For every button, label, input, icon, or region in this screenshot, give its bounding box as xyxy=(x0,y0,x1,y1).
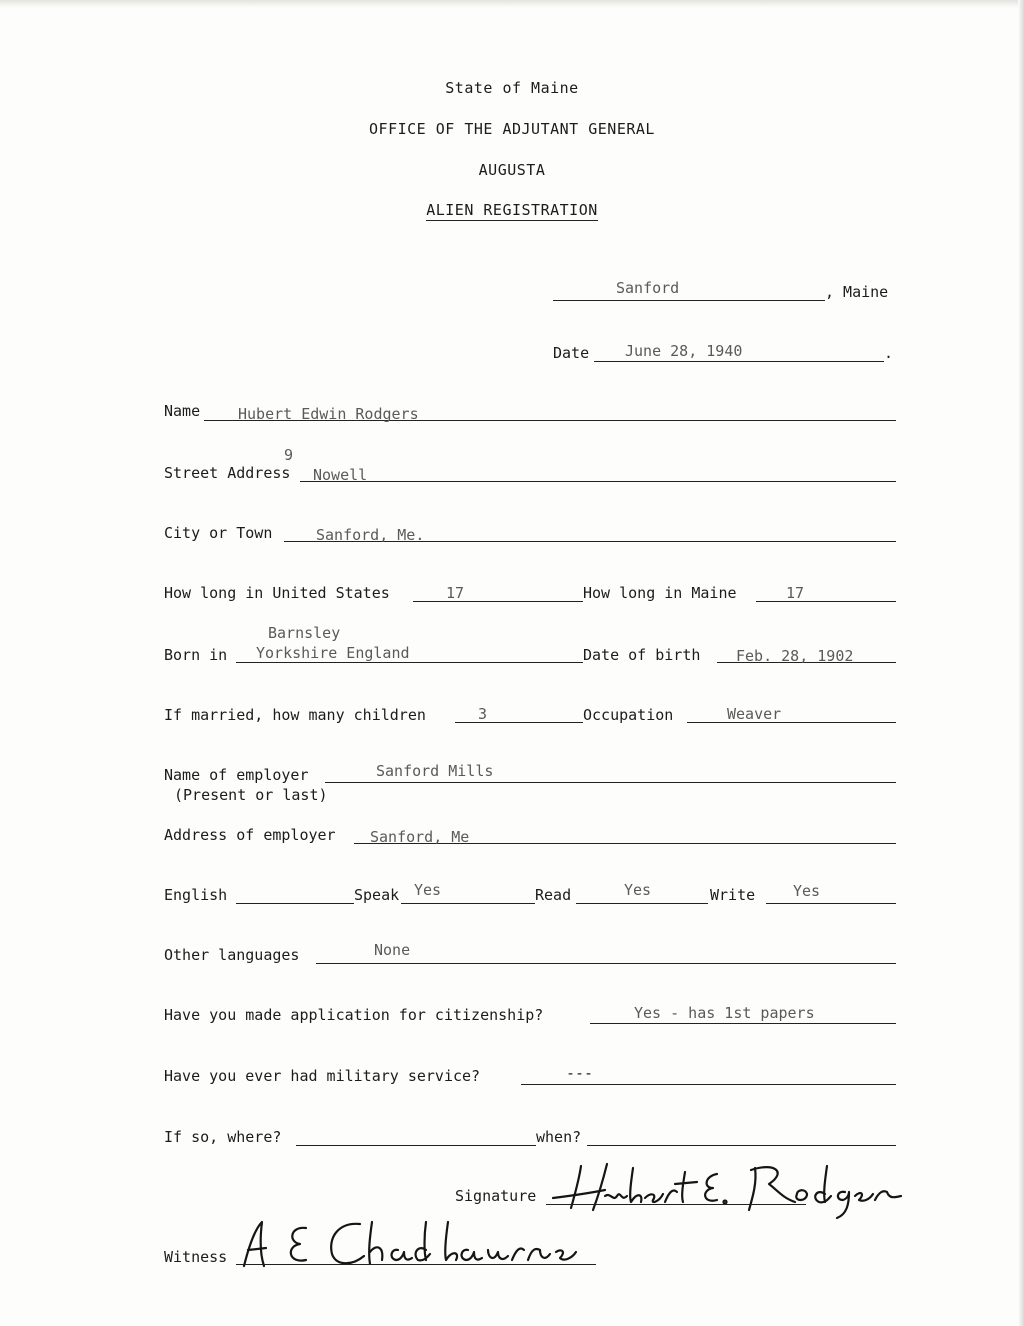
military-value: --- xyxy=(566,1064,594,1082)
born-value-line1: Barnsley xyxy=(268,624,341,642)
employer-value: Sanford Mills xyxy=(376,762,494,780)
children-label: If married, how many children xyxy=(164,706,426,724)
city-value: Sanford, Me. xyxy=(316,526,425,544)
dob-label: Date of birth xyxy=(583,646,701,664)
witness-line xyxy=(236,1264,596,1265)
city-label: City or Town xyxy=(164,524,273,542)
signature-handwriting xyxy=(545,1158,915,1220)
born-line xyxy=(236,662,583,663)
employer-line xyxy=(325,782,896,783)
date-label: Date xyxy=(553,344,590,362)
write-line xyxy=(766,903,896,904)
street-number: 9 xyxy=(284,446,294,464)
us-time-value: 17 xyxy=(446,584,465,602)
children-line xyxy=(455,722,583,723)
place-suffix: , Maine xyxy=(825,283,889,301)
street-label: Street Address xyxy=(164,464,291,482)
date-line xyxy=(594,361,884,362)
military-label: Have you ever had military service? xyxy=(164,1067,481,1085)
english-label: English xyxy=(164,886,228,904)
read-value: Yes xyxy=(624,881,652,899)
english-line xyxy=(236,903,354,904)
us-time-label: How long in United States xyxy=(164,584,390,602)
occupation-label: Occupation xyxy=(583,706,674,724)
other-languages-line xyxy=(316,963,896,964)
signature-line xyxy=(546,1204,806,1205)
maine-time-line xyxy=(756,601,896,602)
street-line xyxy=(300,481,896,482)
citizenship-line xyxy=(590,1023,896,1024)
street-value: Nowell xyxy=(313,466,368,484)
citizenship-label: Have you made application for citizenship? xyxy=(164,1006,544,1024)
date-value: June 28, 1940 xyxy=(625,342,743,360)
place-line xyxy=(553,300,825,301)
speak-label: Speak xyxy=(354,886,400,904)
where-label: If so, where? xyxy=(164,1128,282,1146)
signature-label: Signature xyxy=(455,1187,537,1205)
born-label: Born in xyxy=(164,646,228,664)
date-end: . xyxy=(884,344,894,362)
when-line xyxy=(587,1145,896,1146)
citizenship-value: Yes - has 1st papers xyxy=(634,1004,815,1022)
place-town-value: Sanford xyxy=(616,279,680,297)
name-value: Hubert Edwin Rodgers xyxy=(238,405,419,423)
born-value-line2: Yorkshire England xyxy=(256,644,410,662)
maine-time-value: 17 xyxy=(786,584,805,602)
header-state: State of Maine xyxy=(445,79,579,97)
occupation-value: Weaver xyxy=(727,705,782,723)
other-languages-value: None xyxy=(374,941,411,959)
employer-address-value: Sanford, Me xyxy=(370,828,470,846)
witness-label: Witness xyxy=(164,1248,228,1266)
header-office: OFFICE OF THE ADJUTANT GENERAL xyxy=(369,120,655,138)
speak-line xyxy=(401,903,535,904)
dob-value: Feb. 28, 1902 xyxy=(736,647,854,665)
employer-address-label: Address of employer xyxy=(164,826,336,844)
where-line xyxy=(296,1145,536,1146)
maine-time-label: How long in Maine xyxy=(583,584,737,602)
speak-value: Yes xyxy=(414,881,442,899)
form-title xyxy=(0,201,1024,219)
children-value: 3 xyxy=(478,705,488,723)
military-line xyxy=(521,1084,896,1085)
write-label: Write xyxy=(710,886,756,904)
scan-edge-right xyxy=(1018,0,1024,1326)
occupation-line xyxy=(687,722,896,723)
write-value: Yes xyxy=(793,882,821,900)
witness-handwriting xyxy=(236,1214,616,1274)
form-title-text: ALIEN REGISTRATION xyxy=(426,201,598,219)
read-line xyxy=(576,903,708,904)
employer-sublabel: (Present or last) xyxy=(174,786,328,804)
when-label: when? xyxy=(536,1128,582,1146)
header-city: AUGUSTA xyxy=(478,161,546,179)
us-time-line xyxy=(413,601,583,602)
employer-label: Name of employer xyxy=(164,766,309,784)
read-label: Read xyxy=(535,886,572,904)
name-label: Name xyxy=(164,402,201,420)
other-languages-label: Other languages xyxy=(164,946,300,964)
scan-edge-top xyxy=(0,0,1024,8)
